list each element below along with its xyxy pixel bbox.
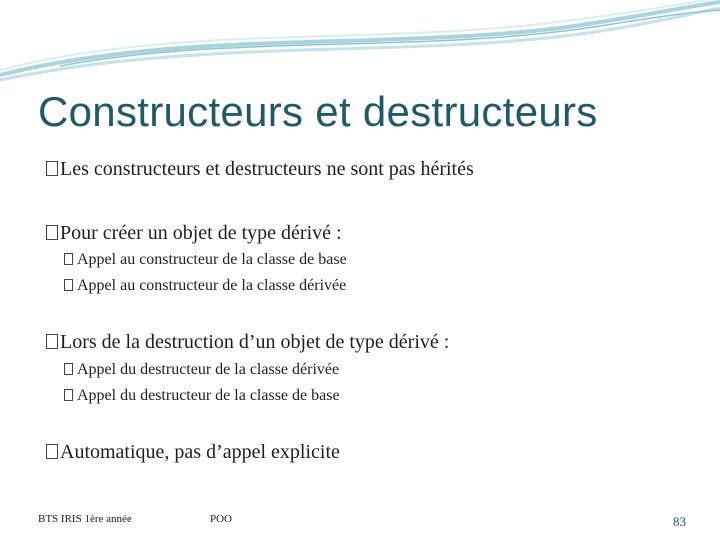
slide-title: Constructeurs et destructeurs (38, 88, 598, 135)
bullet-3 (46, 331, 449, 354)
sub-bullet-3-2-text: Appel du destructeur de la classe de base (77, 387, 340, 404)
page-number: 83 (673, 514, 686, 529)
bullet-box-icon (64, 389, 73, 401)
header-decoration (0, 0, 720, 90)
sub-bullet-3-2 (64, 387, 340, 405)
sub-bullet-2-2 (64, 277, 346, 295)
footer-center: POO (210, 513, 233, 525)
bullet-1 (46, 158, 474, 181)
bullet-box-icon (46, 161, 58, 176)
bullet-2 (46, 222, 342, 245)
sub-bullet-3-1 (64, 361, 339, 379)
sub-bullet-2-1-text: Appel au constructeur de la classe de base (77, 251, 347, 268)
bullet-box-icon (64, 363, 73, 375)
bullet-2-text: Pour créer un objet de type dérivé : (60, 222, 342, 244)
bullet-3-text: Lors de la destruction d’un objet de type dérivé : (60, 331, 450, 353)
sub-bullet-3-1-text: Appel du destructeur de la classe dérivée (77, 361, 340, 378)
sub-bullet-2-2-text: Appel au constructeur de la classe dérivée (77, 277, 347, 294)
bullet-box-icon (46, 225, 58, 240)
footer-left: BTS IRIS 1ère année (38, 513, 132, 525)
bullet-4-text: Automatique, pas d’appel explicite (60, 441, 340, 463)
bullet-4 (46, 441, 340, 464)
bullet-box-icon (46, 334, 58, 349)
bullet-box-icon (64, 279, 73, 291)
bullet-box-icon (64, 253, 73, 265)
bullet-box-icon (46, 444, 58, 459)
bullet-1-text: Les constructeurs et destructeurs ne sont pas hérités (60, 158, 474, 180)
sub-bullet-2-1 (64, 251, 347, 269)
